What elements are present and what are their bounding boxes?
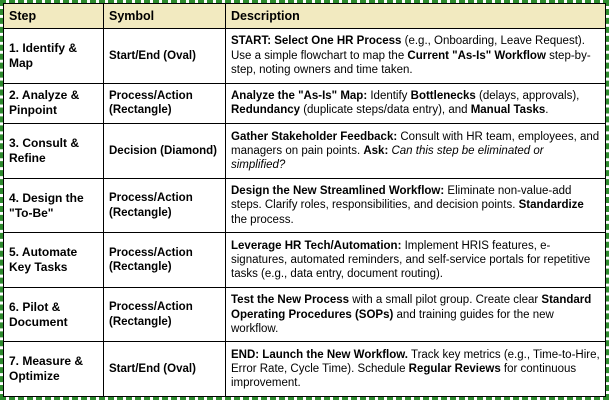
description-fragment: Bottlenecks bbox=[410, 90, 476, 103]
cell-step: 7. Measure & Optimize bbox=[4, 342, 104, 397]
table-header-row bbox=[4, 4, 606, 29]
description-fragment: . bbox=[545, 104, 549, 117]
cell-symbol: Process/Action (Rectangle) bbox=[104, 287, 226, 342]
description-fragment: Can this step be eliminated or simplified? bbox=[231, 144, 544, 172]
description-fragment: Design the New Streamlined Workflow: bbox=[231, 185, 445, 198]
column-header-description: Description bbox=[226, 4, 606, 29]
table-body bbox=[4, 29, 606, 397]
description-fragment: Standardize bbox=[518, 199, 584, 212]
hr-process-table bbox=[3, 3, 606, 397]
description-fragment: Current "As-Is" Workflow bbox=[407, 49, 546, 62]
cell-step: 5. Automate Key Tasks bbox=[4, 233, 104, 288]
cell-step: 2. Analyze & Pinpoint bbox=[4, 83, 104, 124]
description-fragment: START: Select One HR Process bbox=[231, 35, 402, 48]
cell-symbol: Process/Action (Rectangle) bbox=[104, 233, 226, 288]
cell-description bbox=[226, 124, 606, 179]
description-fragment: Test the New Process bbox=[231, 294, 350, 307]
cell-description bbox=[226, 29, 606, 84]
table-row bbox=[4, 178, 606, 233]
description-fragment: (delays, approvals), bbox=[475, 90, 580, 103]
description-fragment: END: Launch the New Workflow. bbox=[231, 348, 408, 361]
description-fragment: for continuous improvement. bbox=[231, 363, 577, 390]
description-fragment: Redundancy bbox=[231, 104, 301, 117]
description-fragment: step-by-step, noting owners and time taken. bbox=[231, 49, 591, 76]
description-fragment: Manual Tasks bbox=[470, 104, 546, 117]
description-fragment: Standard Operating Procedures (SOPs) bbox=[231, 294, 592, 321]
table-row bbox=[4, 233, 606, 288]
table-row bbox=[4, 83, 606, 124]
description-fragment: Analyze the "As-Is" Map: bbox=[231, 90, 371, 103]
description-fragment: Gather Stakeholder Feedback: bbox=[231, 130, 398, 143]
column-header-symbol: Symbol bbox=[104, 4, 226, 29]
description-fragment: Identify bbox=[370, 90, 411, 103]
cell-symbol: Process/Action (Rectangle) bbox=[104, 83, 226, 124]
description-fragment: (e.g., Onboarding, Leave Request). Use a simple flowchart to map the bbox=[231, 35, 585, 62]
description-fragment: Ask: bbox=[363, 144, 389, 157]
cell-step: 1. Identify & Map bbox=[4, 29, 104, 84]
cell-symbol: Process/Action (Rectangle) bbox=[104, 178, 226, 233]
description-fragment: Leverage HR Tech/Automation: bbox=[231, 239, 402, 252]
description-fragment: Regular Reviews bbox=[408, 363, 501, 376]
description-fragment: with a small pilot group. Create clear bbox=[349, 294, 542, 307]
table-row bbox=[4, 29, 606, 84]
cell-step: 6. Pilot & Document bbox=[4, 287, 104, 342]
cell-symbol: Start/End (Oval) bbox=[104, 342, 226, 397]
table-row bbox=[4, 124, 606, 179]
description-fragment: Track key metrics (e.g., Time-to-Hire, Error Rate, Cycle Time). Schedule bbox=[231, 348, 600, 376]
cell-step: 3. Consult & Refine bbox=[4, 124, 104, 179]
table-header bbox=[4, 4, 606, 29]
description-fragment: the process. bbox=[231, 213, 294, 226]
table-row bbox=[4, 287, 606, 342]
description-fragment: (duplicate steps/data entry), and bbox=[300, 104, 471, 117]
description-fragment: and training guides for the new workflow. bbox=[231, 308, 554, 335]
cell-description bbox=[226, 342, 606, 397]
cell-description bbox=[226, 178, 606, 233]
cell-symbol: Start/End (Oval) bbox=[104, 29, 226, 84]
description-fragment: Eliminate non-value-add steps. Clarify roles, responsibilities, and decision points. bbox=[231, 185, 572, 212]
table-row bbox=[4, 342, 606, 397]
cell-symbol: Decision (Diamond) bbox=[104, 124, 226, 179]
cell-description bbox=[226, 287, 606, 342]
cell-description bbox=[226, 233, 606, 288]
cell-step: 4. Design the "To-Be" bbox=[4, 178, 104, 233]
description-fragment: Implement HRIS features, e-signatures, automated reminders, and self-service portals for repetitive tasks (e.g., data entry, document routing). bbox=[231, 239, 591, 281]
description-fragment: Consult with HR team, employees, and managers on pain points. bbox=[231, 130, 600, 157]
cell-description bbox=[226, 83, 606, 124]
column-header-step: Step bbox=[4, 4, 104, 29]
